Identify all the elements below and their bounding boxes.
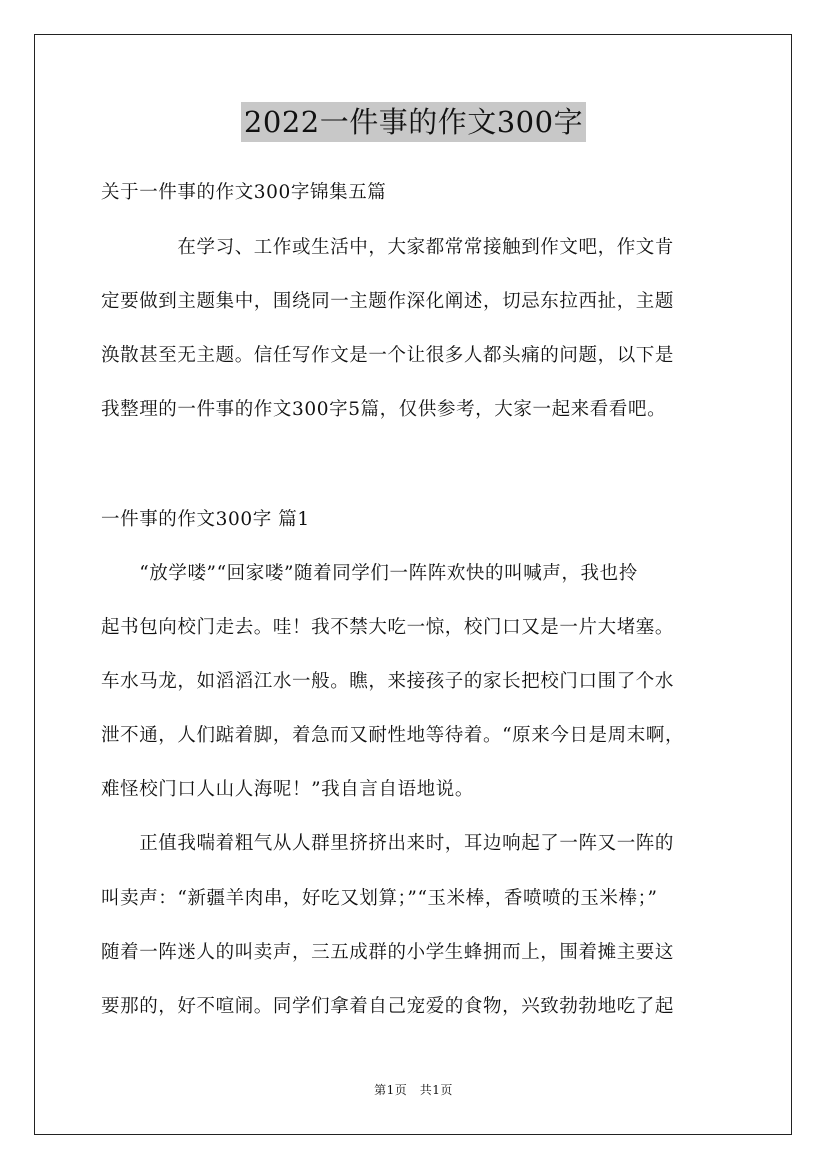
body-line: “放学喽”“回家喽”随着同学们一阵阵欢快的叫喊声，我也拎 xyxy=(101,563,638,584)
body-line: 叫卖声：“新疆羊肉串，好吃又划算；”“玉米棒，香喷喷的玉米棒；” xyxy=(101,888,658,909)
page-footer: 第1页 共1页 xyxy=(374,1083,453,1097)
subtitle: 关于一件事的作文300字锦集五篇 xyxy=(101,182,387,203)
body-line: 起书包向校门走去。哇！我不禁大吃一惊，校门口又是一片大堵塞。 xyxy=(101,617,675,638)
intro-line: 定要做到主题集中，围绕同一主题作深化阐述，切忌东拉西扯，主题 xyxy=(101,291,675,312)
intro-line: 我整理的一件事的作文300字5篇，仅供参考，大家一起来看看吧。 xyxy=(101,399,667,420)
body-line: 难怪校门口人山人海呢！”我自言自语地说。 xyxy=(101,779,474,800)
body-line: 要那的，好不喧闹。同学们拿着自己宠爱的食物，兴致勃勃地吃了起 xyxy=(101,996,675,1017)
body-line: 车水马龙，如滔滔江水一般。瞧，来接孩子的家长把校门口围了个水 xyxy=(101,671,675,692)
title-container xyxy=(0,102,827,142)
body-line: 泄不通，人们踮着脚，着急而又耐性地等待着。“原来今日是周末啊， xyxy=(101,725,685,746)
body-line: 随着一阵迷人的叫卖声，三五成群的小学生蜂拥而上，围着摊主要这 xyxy=(101,942,675,963)
intro-line: 涣散甚至无主题。信任写作文是一个让很多人都头痛的问题，以下是 xyxy=(101,345,675,366)
section-heading: 一件事的作文300字 篇1 xyxy=(101,509,310,530)
document-title: 2022一件事的作文300字 xyxy=(241,102,586,142)
body-line: 正值我喘着粗气从人群里挤挤出来时，耳边响起了一阵又一阵的 xyxy=(101,833,675,854)
intro-line: 在学习、工作或生活中，大家都常常接触到作文吧，作文肯 xyxy=(101,237,675,258)
